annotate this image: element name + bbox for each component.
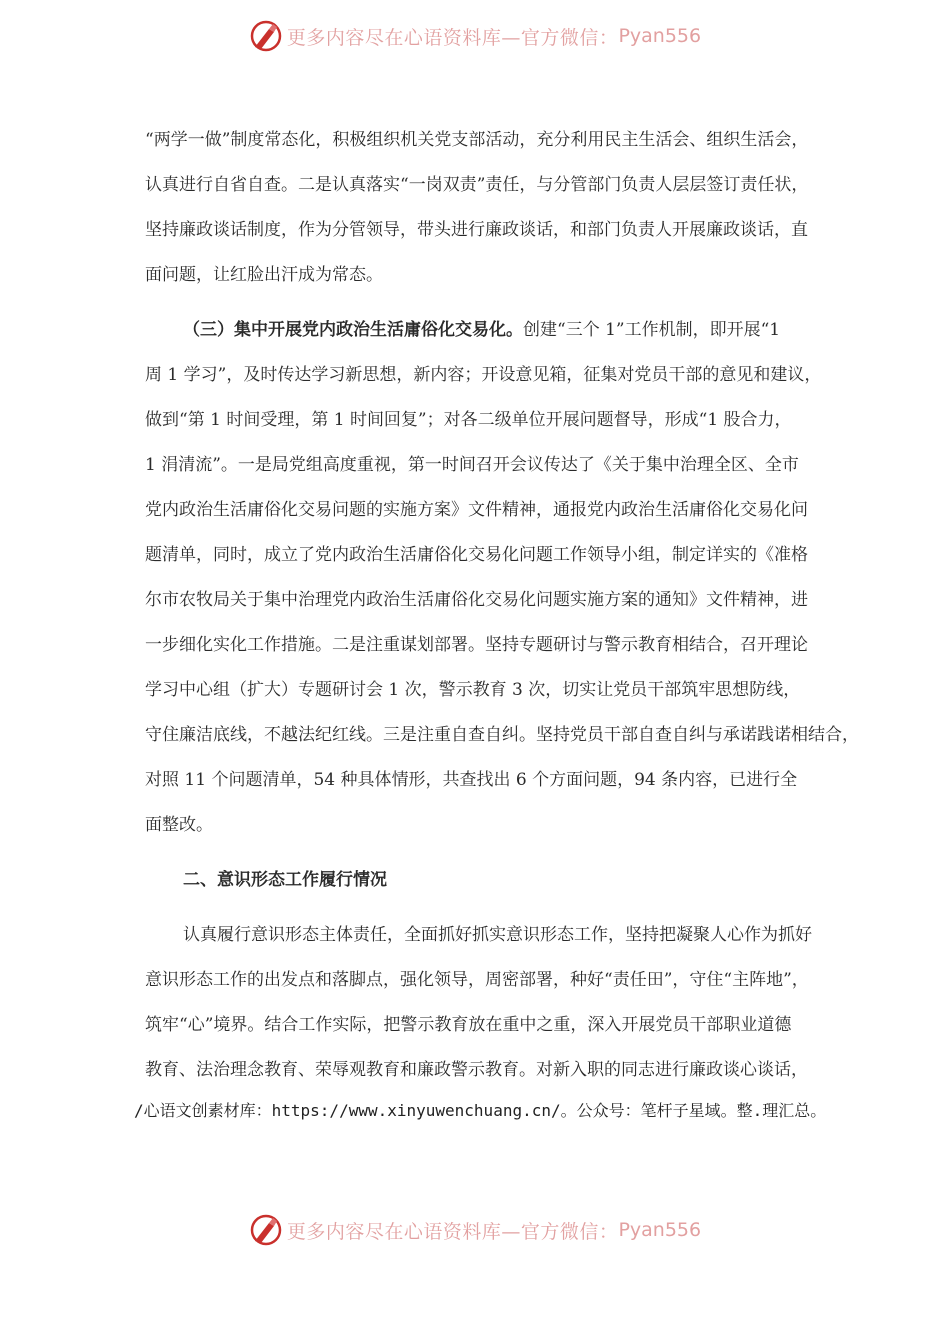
text-line: 1 涓清流”。一是局党组高度重视，第一时间召开会议传达了《关于集中治理全区、全市 — [145, 455, 799, 475]
text-line: 尔市农牧局关于集中治理党内政治生活庸俗化交易化问题实施方案的通知》文件精神，进 — [145, 590, 808, 610]
wechat-id: Pyan556 — [618, 25, 702, 47]
subsection-heading: （三）集中开展党内政治生活庸俗化交易化。 — [183, 320, 523, 340]
text-line: 面整改。 — [145, 815, 213, 835]
text-line: 筑牢“心”境界。结合工作实际，把警示教育放在重中之重，深入开展党员干部职业道德 — [145, 1015, 792, 1035]
paragraph-3 — [145, 913, 835, 1093]
text-line: 教育、法治理念教育、荣辱观教育和廉政警示教育。对新入职的同志进行廉政谈心谈话， — [145, 1060, 808, 1080]
top-watermark-banner — [0, 16, 950, 56]
source-footer-text: /心语文创素材库：https://www.xinyuwenchuang.cn/。公众号：笔杆子星域。整.理汇总。 — [134, 1101, 827, 1120]
bottom-watermark-banner — [0, 1210, 950, 1250]
text-line: 做到“第 1 时间受理，第 1 时间回复”；对各二级单位开展问题督导，形成“1 股合力， — [145, 410, 792, 430]
brand-text: 更多内容尽在心语资料库 — [286, 26, 502, 49]
text-line: 党内政治生活庸俗化交易问题的实施方案》文件精神，通报党内政治生活庸俗化交易化问 — [145, 500, 808, 520]
pen-logo-icon — [249, 19, 283, 53]
text-line: 认真进行自省自查。二是认真落实“一岗双责”责任，与分管部门负责人层层签订责任状， — [145, 175, 809, 195]
brand-text: 更多内容尽在心语资料库 — [286, 1220, 502, 1243]
text-line: 学习中心组（扩大）专题研讨会 1 次，警示教育 3 次，切实让党员干部筑牢思想防线， — [145, 680, 801, 700]
text-line: 周 1 学习”，及时传达学习新思想，新内容；开设意见箱，征集对党员干部的意见和建议， — [145, 365, 822, 385]
text-line-first: 认真履行意识形态主体责任，全面抓好抓实意识形态工作，坚持把凝聚人心作为抓好 — [183, 925, 812, 945]
text-line: 意识形态工作的出发点和落脚点，强化领导，周密部署，种好“责任田”，守住“主阵地”， — [145, 970, 809, 990]
paragraph-2 — [145, 308, 859, 848]
wechat-id: Pyan556 — [618, 1219, 702, 1241]
text-span: 创建“三个 1”工作机制，即开展“1 — [523, 320, 781, 340]
text-line: 守住廉洁底线，不越法纪红线。三是注重自查自纠。坚持党员干部自查自纠与承诺践诺相结合， — [145, 725, 859, 745]
pen-logo-icon — [249, 1213, 283, 1247]
text-line: 一步细化实化工作措施。二是注重谋划部署。坚持专题研讨与警示教育相结合，召开理论 — [145, 635, 808, 655]
paragraph-1 — [145, 118, 835, 298]
section-heading: 二、意识形态工作履行情况 — [183, 870, 387, 890]
text-line: 题清单，同时，成立了党内政治生活庸俗化交易化问题工作领导小组，制定详实的《准格 — [145, 545, 808, 565]
text-line: 坚持廉政谈话制度，作为分管领导，带头进行廉政谈话，和部门负责人开展廉政谈话，直 — [145, 220, 808, 240]
text-line: 面问题，让红脸出汗成为常态。 — [145, 265, 383, 285]
text-line: “两学一做”制度常态化，积极组织机关党支部活动，充分利用民主生活会、组织生活会， — [145, 130, 809, 150]
document-body — [145, 118, 859, 1093]
text-line: 对照 11 个问题清单，54 种具体情形，共查找出 6 个方面问题，94 条内容，已进行全 — [145, 770, 798, 790]
wechat-label: —官方微信： — [501, 1220, 619, 1243]
wechat-label: —官方微信： — [501, 26, 619, 49]
text-line-first — [145, 308, 835, 353]
